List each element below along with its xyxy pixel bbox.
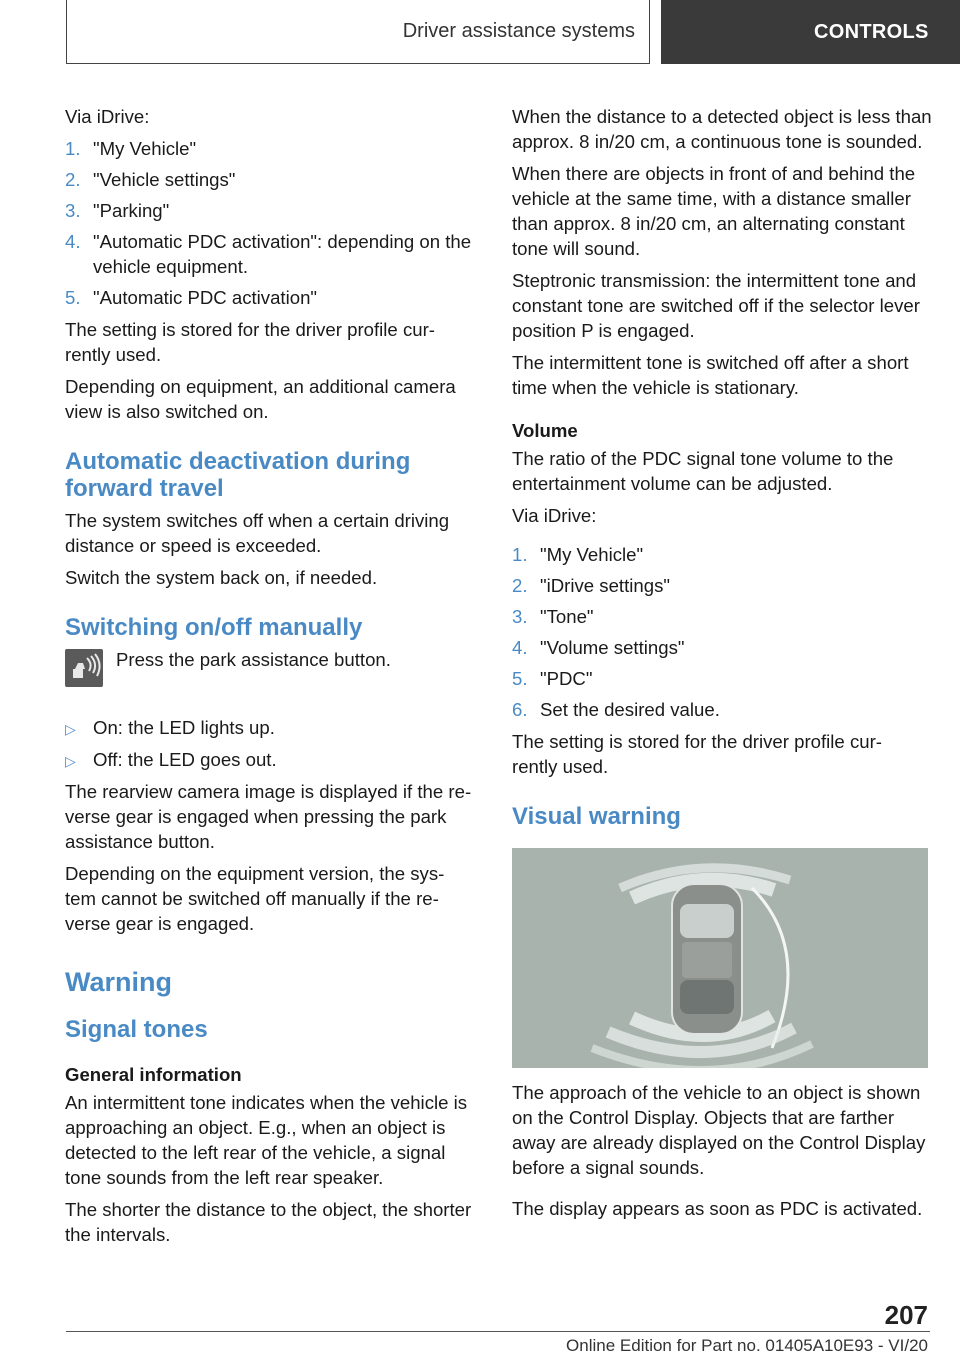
list-item: 5. "Automatic PDC activation" [65,287,318,308]
paragraph: The ratio of the PDC signal tone volume to the entertainment volume can be adjusted. [512,448,894,494]
list-item: 3. "Parking" [65,200,170,221]
paragraph: Switch the system back on, if needed. [65,567,378,588]
section-title: Driver assistance systems [402,20,635,42]
list-item: 4. "Volume settings" [512,637,685,658]
list-item: 5. "PDC" [512,668,593,689]
pdc-visual-warning-image [512,848,928,1068]
led-status-list [65,715,480,772]
paragraph: Depending on equipment, an additional camera view is also switched on. [65,376,456,422]
park-button-instruction [65,647,480,703]
heading-automatic-deactivation: Automatic deactivation during forward travel [65,448,411,502]
chapter-title: CONTROLS [814,20,929,43]
paragraph: An intermittent tone indicates when the vehicle is approaching an object. E.g., when an object is detected to the left rear of the vehicle, a signal tone sounds from the left rear speaker. [65,1092,468,1188]
list-item: 1. "My Vehicle" [512,544,644,565]
heading-visual-warning: Visual warning [512,803,681,830]
chapter-tab [661,0,960,64]
paragraph: The rearview camera image is displayed if the re- verse gear is engaged when pressing the park assistance button. [65,781,472,852]
footer-divider [66,1331,930,1332]
list-item: 3. "Tone" [512,606,594,627]
running-header-section [66,0,650,64]
heading-volume: Volume [512,420,578,441]
page-number: 207 [884,1300,928,1330]
paragraph: When there are objects in front of and behind the vehicle at the same time, with a distance smaller than approx. 8 in/20 cm, an alternating constant tone will sound. [512,163,916,259]
paragraph: When the distance to a detected object is less than approx. 8 in/20 cm, a continuous tone is sounded. [512,106,932,152]
via-idrive-label: Via iDrive: [512,505,597,526]
paragraph: The setting is stored for the driver profile cur- rently used. [512,731,882,777]
list-item: 2. "Vehicle settings" [65,169,236,190]
triangle-bullet-icon: ▷ [65,753,76,769]
paragraph: The display appears as soon as PDC is activated. [512,1198,923,1219]
heading-general-information: General information [65,1064,242,1085]
left-column [65,104,480,1254]
list-item: 2. "iDrive settings" [512,575,670,596]
volume-steps [512,542,932,722]
pdc-activation-steps [65,136,480,310]
right-column [512,104,932,1228]
triangle-bullet-icon: ▷ [65,721,76,737]
heading-warning: Warning [65,967,172,997]
list-item: ▷ On: the LED lights up. [65,715,480,740]
edition-note: Online Edition for Part no. 01405A10E93 - VI/20 [566,1336,928,1355]
button-instruction-text: Press the park assistance button. [116,649,391,670]
paragraph: The approach of the vehicle to an object is shown on the Control Display. Objects that are farther away are already displayed on the Control Display before a signal sounds. [512,1082,926,1178]
list-item: 6. Set the desired value. [512,699,720,720]
paragraph: The system switches off when a certain driving distance or speed is exceeded. [65,510,450,556]
list-item: 1. "My Vehicle" [65,138,197,159]
park-assistance-button-icon [65,649,103,687]
paragraph: The intermittent tone is switched off after a short time when the vehicle is stationary. [512,352,909,398]
paragraph: The shorter the distance to the object, the shorter the intervals. [65,1199,472,1245]
paragraph: Depending on the equipment version, the sys- tem cannot be switched off manually if the re- verse gear is engaged. [65,863,445,934]
paragraph: Steptronic transmission: the intermittent tone and constant tone are switched off if the selector lever position P is engaged. [512,270,920,341]
list-item: ▷ Off: the LED goes out. [65,747,480,772]
via-idrive-label: Via iDrive: [65,106,150,127]
list-item: 4. "Automatic PDC activation": depending on the vehicle equipment. [65,231,472,277]
heading-switching-manually: Switching on/off manually [65,614,363,641]
heading-signal-tones: Signal tones [65,1016,208,1043]
paragraph: The setting is stored for the driver profile cur- rently used. [65,319,435,365]
